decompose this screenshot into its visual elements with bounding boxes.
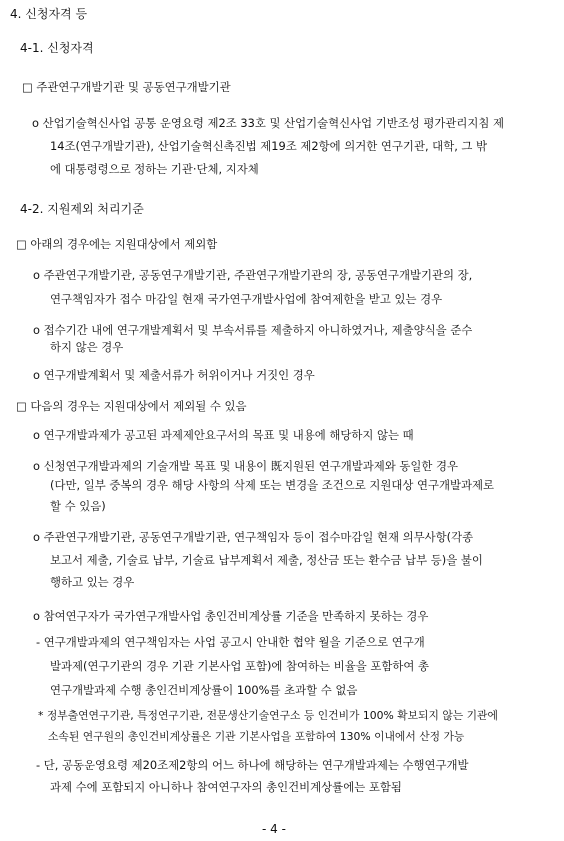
section-title: 4. 신청자격 등 bbox=[10, 7, 88, 21]
subsection-heading-4-2: 4-2. 지원제외 처리기준 bbox=[20, 202, 144, 216]
bullet-line: o 주관연구개발기관, 공동연구개발기관, 연구책임자 등이 접수마감일 현재 의무사항(각종 bbox=[33, 530, 474, 544]
bullet-line: 보고서 제출, 기술료 납부, 기술료 납부계획서 제출, 정산금 또는 환수금 납부 등)을 불이 bbox=[50, 553, 483, 567]
bullet-line: (다만, 일부 중복의 경우 해당 사항의 삭제 또는 변경을 조건으로 지원대상 연구개발과제로 bbox=[50, 478, 495, 492]
box-item-eligibility: □ 주관연구개발기관 및 공동연구개발기관 bbox=[22, 80, 231, 94]
bullet-line: 행하고 있는 경우 bbox=[50, 575, 135, 589]
box-item-exclusion: □ 아래의 경우에는 지원대상에서 제외함 bbox=[16, 237, 218, 251]
page-number: - 4 - bbox=[262, 822, 286, 836]
bullet-line: o 신청연구개발과제의 기술개발 목표 및 내용이 既지원된 연구개발과제와 동일한 경우 bbox=[33, 459, 459, 473]
bullet-line: o 주관연구개발기관, 공동연구개발기관, 주관연구개발기관의 장, 공동연구개발기관의 장, bbox=[33, 268, 473, 282]
bullet-line: o 연구개발계획서 및 제출서류가 허위이거나 거짓인 경우 bbox=[33, 368, 315, 382]
dash-line: 과제 수에 포함되지 아니하나 참여연구자의 총인건비계상률에는 포함됨 bbox=[50, 780, 402, 794]
bullet-line: o 참여연구자가 국가연구개발사업 총인건비계상률 기준을 만족하지 못하는 경우 bbox=[33, 609, 429, 623]
dash-line: - 단, 공동운영요령 제20조제2항의 어느 하나에 해당하는 연구개발과제는 수행연구개발 bbox=[36, 758, 469, 772]
dash-line: - 연구개발과제의 연구책임자는 사업 공고시 안내한 협약 월을 기준으로 연구개 bbox=[36, 635, 425, 649]
bullet-line: 에 대통령령으로 정하는 기관·단체, 지자체 bbox=[50, 162, 259, 176]
bullet-line: o 산업기술혁신사업 공통 운영요령 제2조 33호 및 산업기술혁신사업 기반조성 평가관리지침 제 bbox=[32, 116, 505, 130]
dash-line: 연구개발과제 수행 총인건비계상률이 100%를 초과할 수 없음 bbox=[50, 683, 358, 697]
dash-line: 발과제(연구기관의 경우 기관 기본사업 포함)에 참여하는 비율을 포함하여 총 bbox=[50, 659, 429, 673]
box-item-possible-exclusion: □ 다음의 경우는 지원대상에서 제외될 수 있음 bbox=[16, 399, 247, 413]
bullet-line: o 연구개발과제가 공고된 과제제안요구서의 목표 및 내용에 해당하지 않는 때 bbox=[33, 428, 414, 442]
bullet-line: 14조(연구개발기관), 산업기술혁신촉진법 제19조 제2항에 의거한 연구기관, 대학, 그 밖 bbox=[50, 139, 488, 153]
bullet-line: 하지 않은 경우 bbox=[50, 340, 124, 354]
subsection-heading-4-1: 4-1. 신청자격 bbox=[20, 41, 94, 55]
bullet-line: 연구책임자가 접수 마감일 현재 국가연구개발사업에 참여제한을 받고 있는 경우 bbox=[50, 292, 443, 306]
bullet-line: 할 수 있음) bbox=[50, 499, 106, 513]
footnote-line: 소속된 연구원의 총인건비계상률은 기관 기본사업을 포함하여 130% 이내에서 산정 가능 bbox=[48, 730, 465, 743]
bullet-line: o 접수기간 내에 연구개발계획서 및 부속서류를 제출하지 아니하였거나, 제출양식을 준수 bbox=[33, 323, 473, 337]
footnote-line: * 정부출연연구기관, 특정연구기관, 전문생산기술연구소 등 인건비가 100% 확보되지 않는 기관에 bbox=[38, 709, 498, 722]
